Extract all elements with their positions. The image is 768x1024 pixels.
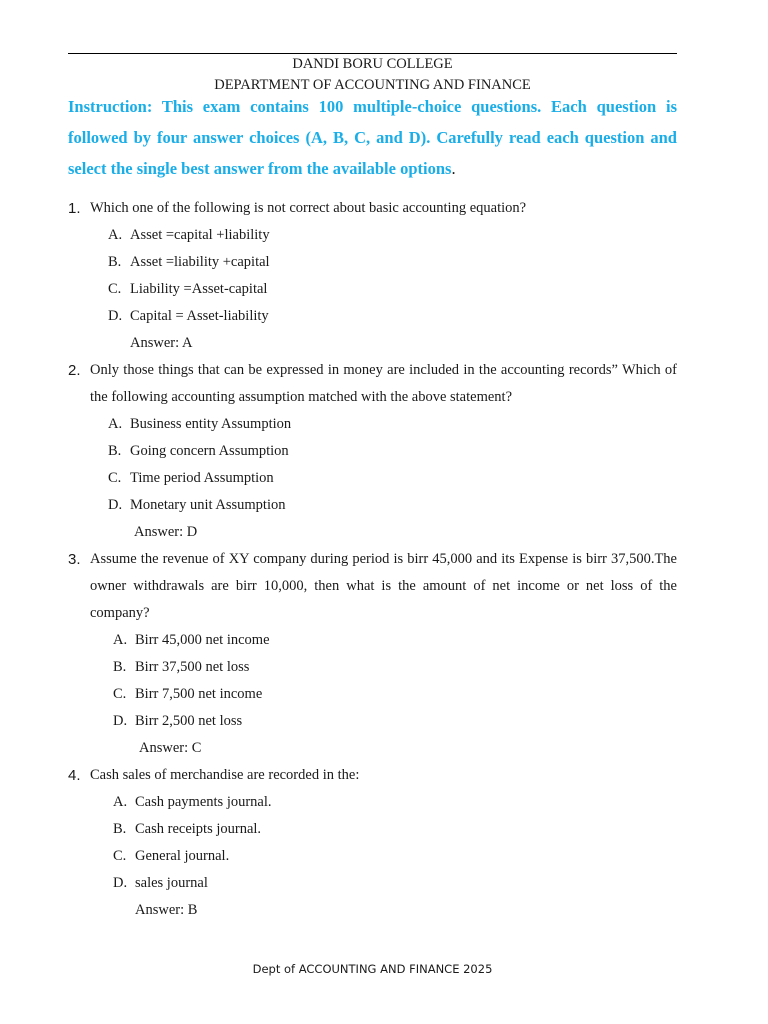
question-list <box>68 195 677 924</box>
option-letter: A. <box>113 632 128 648</box>
answer-line <box>68 519 677 546</box>
option-letter: A. <box>113 794 128 810</box>
option-letter: D. <box>113 713 128 729</box>
option-text: Cash receipts journal. <box>135 821 262 837</box>
option-letter: B. <box>108 443 122 459</box>
option-text: Birr 45,000 net income <box>135 632 270 648</box>
option-c <box>68 681 677 708</box>
department-name: DEPARTMENT OF ACCOUNTING AND FINANCE <box>214 77 531 93</box>
answer-text: Answer: C <box>139 740 202 756</box>
question-text: Which one of the following is not correct about basic accounting equation? <box>90 200 527 216</box>
question-3 <box>68 546 677 762</box>
answer-text: Answer: D <box>134 524 198 540</box>
answer-text: Answer: A <box>130 335 193 351</box>
option-b <box>68 249 677 276</box>
college-name: DANDI BORU COLLEGE <box>292 56 453 72</box>
question-text: Only those things that can be expressed in money are included in the accounting records” Which of the following accounting assumption matched with the above statement? <box>90 362 677 405</box>
option-a <box>68 789 677 816</box>
option-d <box>68 303 677 330</box>
option-d <box>68 492 677 519</box>
option-text: Birr 37,500 net loss <box>135 659 250 675</box>
option-letter: B. <box>113 821 127 837</box>
option-text: Cash payments journal. <box>135 794 272 810</box>
option-text: Asset =liability +capital <box>130 254 270 270</box>
option-text: Monetary unit Assumption <box>130 497 286 513</box>
option-c <box>68 465 677 492</box>
option-letter: D. <box>108 308 123 324</box>
question-number: 1. <box>68 200 81 217</box>
answer-text: Answer: B <box>135 902 198 918</box>
option-d <box>68 870 677 897</box>
question-1 <box>68 195 677 357</box>
question-number: 3. <box>68 551 81 568</box>
option-letter: D. <box>108 497 123 513</box>
option-text: General journal. <box>135 848 230 864</box>
option-c <box>68 276 677 303</box>
answer-line <box>68 330 677 357</box>
instruction-text: Instruction: This exam contains 100 multiple-choice questions. Each question is followed by four answer choices (A, B, C, and D). Carefully read each question and select the single best answer from the available options <box>68 97 677 178</box>
question-number: 2. <box>68 362 81 379</box>
question-text: Cash sales of merchandise are recorded in the: <box>90 767 360 783</box>
option-letter: B. <box>108 254 122 270</box>
question-text: Assume the revenue of XY company during period is birr 45,000 and its Expense is birr 37,500.The owner withdrawals are birr 10,000, then what is the amount of net income or net loss of the company? <box>90 551 677 621</box>
exam-instruction <box>68 91 677 184</box>
option-b <box>68 654 677 681</box>
option-text: Birr 7,500 net income <box>135 686 263 702</box>
option-letter: B. <box>113 659 127 675</box>
option-text: Capital = Asset-liability <box>130 308 269 324</box>
option-text: Time period Assumption <box>130 470 274 486</box>
question-4 <box>68 762 677 924</box>
option-letter: C. <box>113 848 127 864</box>
answer-line <box>68 897 677 924</box>
option-text: Liability =Asset-capital <box>130 281 268 297</box>
option-b <box>68 438 677 465</box>
option-letter: C. <box>108 470 122 486</box>
option-a <box>68 222 677 249</box>
question-2 <box>68 357 677 546</box>
option-a <box>68 411 677 438</box>
option-letter: D. <box>113 875 128 891</box>
option-text: Business entity Assumption <box>130 416 292 432</box>
option-b <box>68 816 677 843</box>
option-text: Asset =capital +liability <box>130 227 270 243</box>
option-letter: A. <box>108 416 123 432</box>
option-letter: A. <box>108 227 123 243</box>
page-footer: Dept of ACCOUNTING AND FINANCE 2025 <box>252 962 493 976</box>
option-c <box>68 843 677 870</box>
option-a <box>68 627 677 654</box>
question-number: 4. <box>68 767 81 784</box>
option-letter: C. <box>108 281 122 297</box>
option-text: Going concern Assumption <box>130 443 289 459</box>
option-text: sales journal <box>135 875 208 891</box>
option-d <box>68 708 677 735</box>
answer-line <box>68 735 677 762</box>
document-page <box>68 0 677 1024</box>
instruction-period: . <box>451 159 456 178</box>
option-text: Birr 2,500 net loss <box>135 713 243 729</box>
option-letter: C. <box>113 686 127 702</box>
